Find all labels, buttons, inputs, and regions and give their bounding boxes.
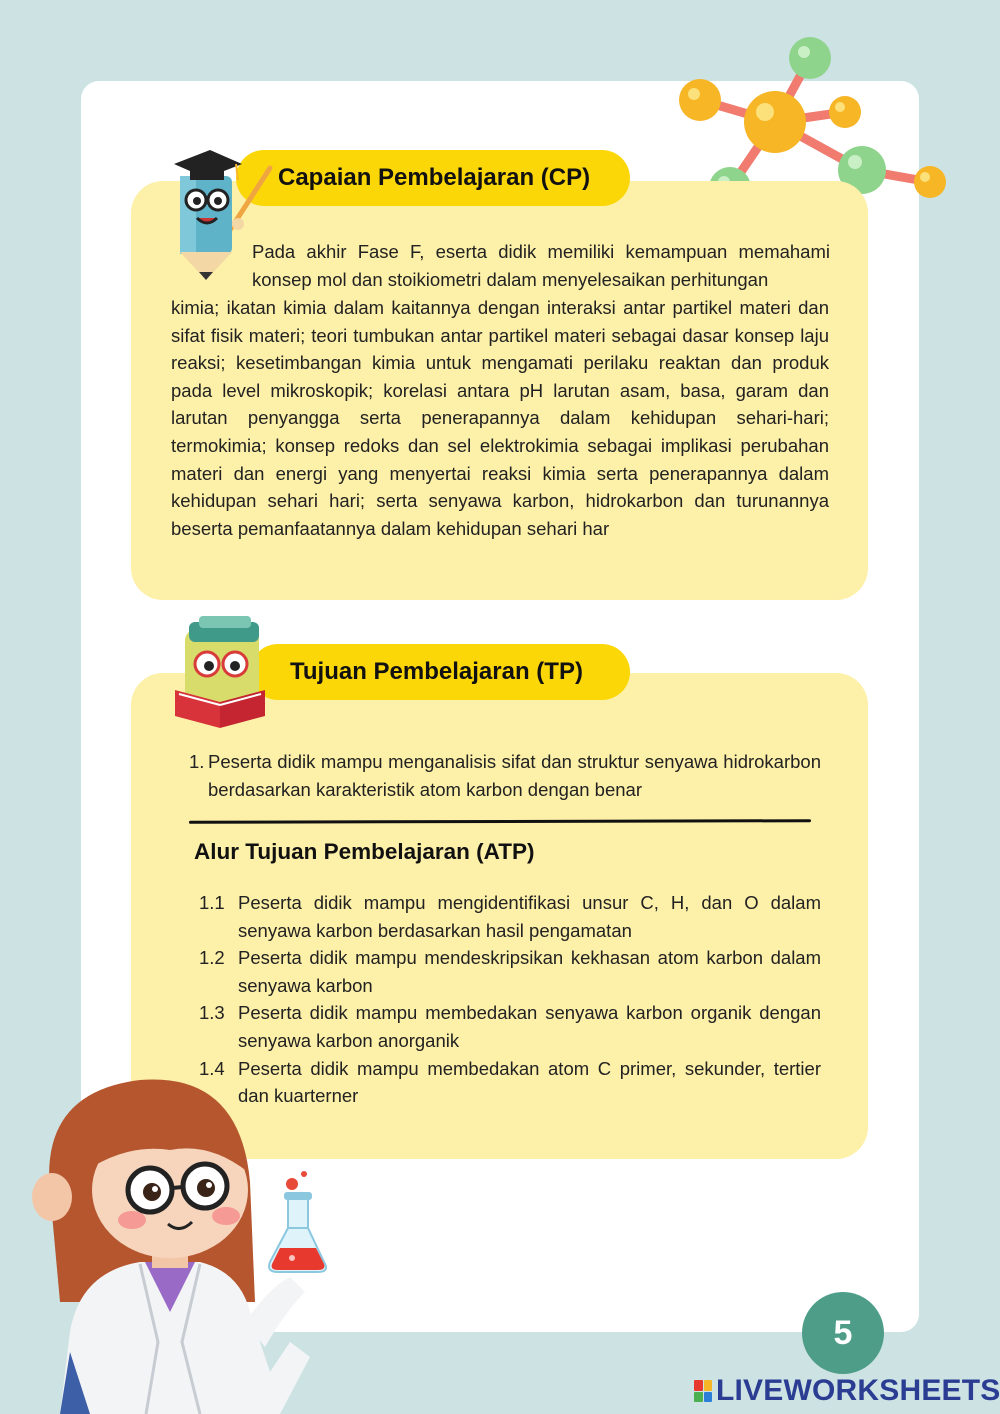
list-item (199, 889, 821, 944)
liveworksheets-logo[interactable] (694, 1371, 1000, 1411)
list-item (199, 944, 821, 999)
list-item-text: Peserta didik mampu menganalisis sifat dan struktur senyawa hidrokarbon berdasarkan karakteristik atom karbon dengan benar (208, 751, 821, 800)
list-item-text: Peserta didik mampu membedakan atom C primer, sekunder, tertier dan kuarterner (238, 1057, 821, 1107)
liveworksheets-logo-text: LIVEWORKSHEETS (716, 1374, 1000, 1407)
list-item-number: 1.1 (199, 892, 225, 913)
list-item (189, 748, 821, 803)
cp-title: Capaian Pembelajaran (CP) (236, 150, 630, 206)
list-item (199, 999, 821, 1054)
list-item-text: Peserta didik mampu membedakan senyawa karbon organik dengan senyawa karbon anorganik (238, 1002, 821, 1051)
list-item-number: 1.4 (199, 1057, 225, 1079)
book-mascot-icon (165, 612, 275, 730)
list-item-number: 1. (189, 751, 205, 772)
flask-icon (262, 1170, 332, 1276)
cp-text-line1: Pada akhir Fase F, eserta didik memiliki kemampuan memahami (252, 241, 830, 262)
liveworksheets-logo-icon (694, 1380, 712, 1402)
page-number: 5 (802, 1292, 884, 1374)
tp-title: Tujuan Pembelajaran (TP) (250, 644, 630, 700)
atp-title: Alur Tujuan Pembelajaran (ATP) (194, 839, 535, 864)
cp-text-line2: konsep mol dan stoikiometri dalam menyelesaikan perhitungan (252, 269, 769, 290)
cp-text-body: kimia; ikatan kimia dalam kaitannya dengan interaksi antar partikel materi dan sifat fisik materi; teori tumbukan antar partikel materi sebagai dasar konsep laju reaksi; kesetimbangan kimia untuk mengamati perilaku reaktan dan produk pada level mikroskopik; korelasi antara pH larutan asam, basa, garam dan larutan penyangga serta penerapannya dalam kehidupan sehari-hari; termokimia; konsep redoks dan sel elektrokimia sebagai implikasi perubahan materi dan energi yang menyertai reaksi kimia serta penerapannya dalam kehidupan sehari hari; serta senyawa karbon, hidrokarbon dan turunannya beserta pemanfaatannya dalam kehidupan sehari har (171, 297, 829, 539)
tp-list (189, 748, 821, 803)
list-item-text: Peserta didik mampu mengidentifikasi unsur C, H, dan O dalam senyawa karbon berdasarkan hasil pengamatan (238, 892, 821, 941)
list-item-number: 1.3 (199, 1002, 225, 1024)
list-item-text: Peserta didik mampu mendeskripsikan kekhasan atom karbon dalam senyawa karbon (238, 947, 821, 996)
list-item-number: 1.2 (199, 947, 225, 969)
